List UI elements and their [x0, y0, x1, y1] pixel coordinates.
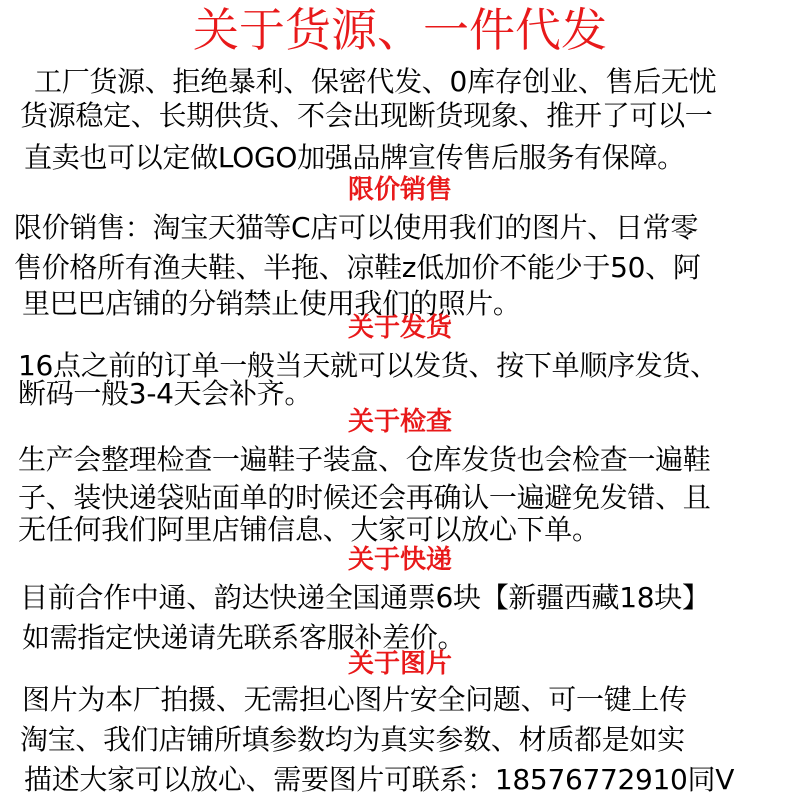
page-title: 关于货源、一件代发: [193, 3, 607, 57]
images-line-2: 淘宝、我们店铺所填参数均为真实参数、材质都是如实: [20, 723, 685, 756]
inspection-line-3: 无任何我们阿里店铺信息、大家可以放心下单。: [18, 513, 600, 546]
price-limit-line-2: 售价格所有渔夫鞋、半拖、凉鞋z低加价不能少于50、阿: [14, 251, 701, 284]
section-heading-courier: 关于快递: [347, 545, 452, 575]
intro-line-2: 货源稳定、长期供货、不会出现断货现象、推开了可以一: [20, 99, 713, 132]
inspection-line-1: 生产会整理检查一遍鞋子装盒、仓库发货也会检查一遍鞋: [18, 443, 711, 476]
images-line-1: 图片为本厂拍摄、无需担心图片安全问题、可一键上传: [22, 683, 687, 716]
section-heading-price-limit: 限价销售: [347, 175, 452, 205]
shipping-line-2: 断码一般3-4天会补齐。: [18, 377, 313, 410]
intro-line-3: 直卖也可以定做LOGO加强品牌宣传售后服务有保障。: [24, 141, 685, 174]
images-line-3: 描述大家可以放心、需要图片可联系：18576772910同V: [24, 763, 735, 796]
section-heading-inspection: 关于检查: [347, 407, 452, 437]
section-heading-shipping: 关于发货: [347, 313, 452, 343]
price-limit-line-1: 限价销售：淘宝天猫等C店可以使用我们的图片、日常零: [14, 211, 699, 244]
inspection-line-2: 子、装快递袋贴面单的时候还会再确认一遍避免发错、且: [18, 481, 711, 514]
courier-line-2: 如需指定快递请先联系客服补差价。: [22, 621, 466, 654]
price-limit-line-3: 里巴巴店铺的分销禁止使用我们的照片。: [22, 287, 521, 320]
section-heading-images: 关于图片: [347, 649, 452, 679]
courier-line-1: 目前合作中通、韵达快递全国通票6块【新疆西藏18块】: [20, 581, 710, 614]
intro-line-1: 工厂货源、拒绝暴利、保密代发、0库存创业、售后无忧: [34, 65, 717, 98]
shipping-line-1: 16点之前的订单一般当天就可以发货、按下单顺序发货、: [18, 349, 718, 382]
